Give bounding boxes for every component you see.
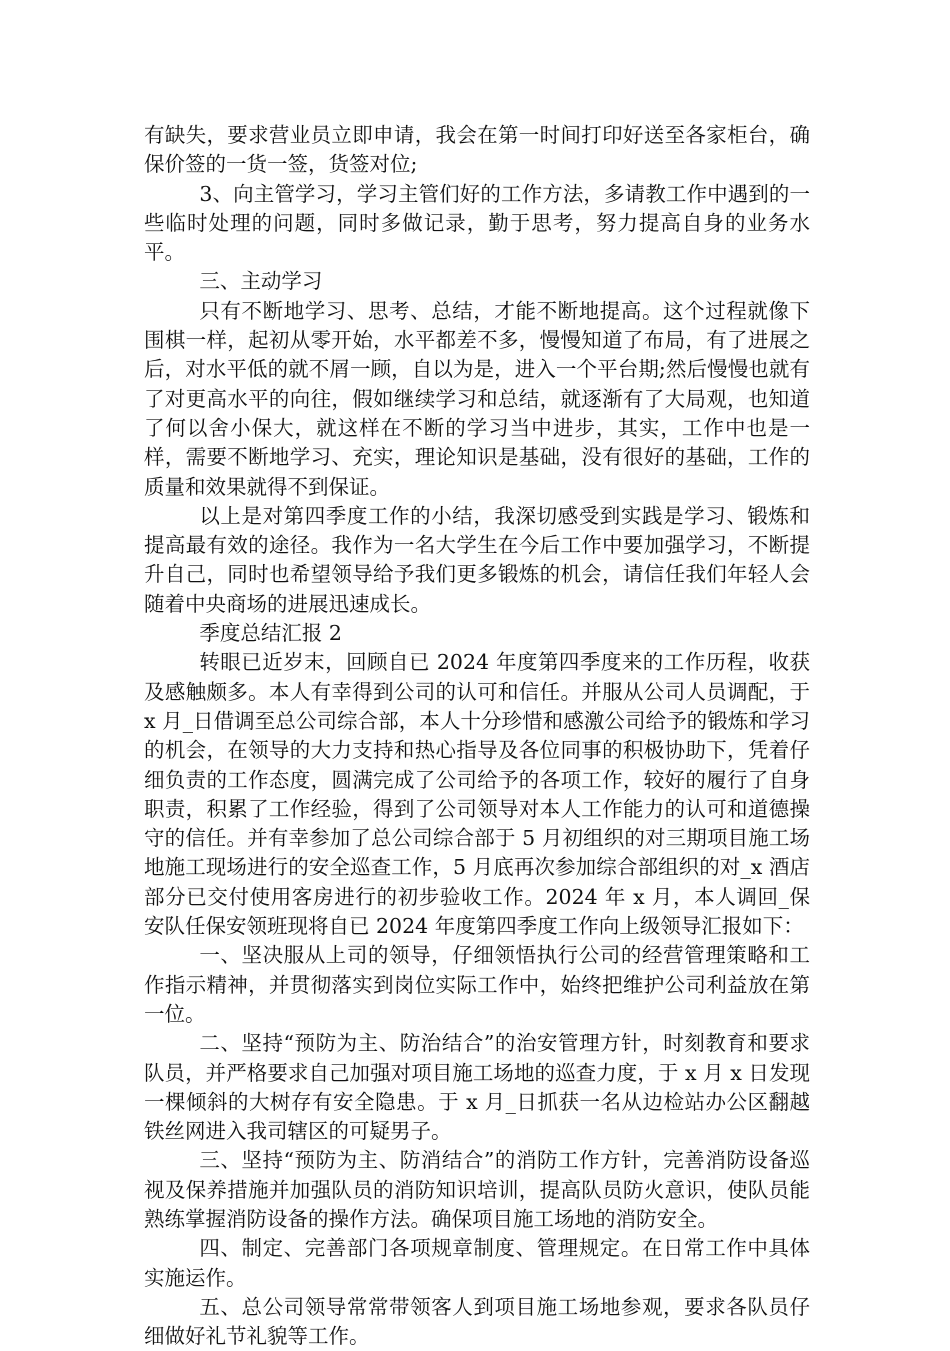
paragraph-point-4: 四、制定、完善部门各项规章制度、管理规定。在日常工作中具体实施运作。 bbox=[144, 1236, 810, 1290]
section-heading-report-2: 季度总结汇报 2 bbox=[199, 621, 342, 646]
document-body bbox=[144, 121, 810, 1351]
paragraph-point-5: 五、总公司领导常常带领客人到项目施工场地参观，要求各队员仔细做好礼节礼貌等工作。 bbox=[144, 1294, 810, 1349]
paragraph-point-3: 三、坚持“预防为主、防消结合”的消防工作方针，完善消防设备巡视及保养措施并加强队员的消防知识培训，提高队员防火意识，使队员能熟练掌握消防设备的操作方法。确保项目施工场地的消防安全。 bbox=[144, 1148, 810, 1231]
paragraph-continued: 有缺失，要求营业员立即申请，我会在第一时间打印好送至各家柜台，确保价签的一货一签，货签对位; bbox=[144, 123, 810, 177]
paragraph-item-3: 3、向主管学习，学习主管们好的工作方法，多请教工作中遇到的一些临时处理的问题，同时多做记录，勤于思考，努力提高自身的业务水平。 bbox=[144, 181, 810, 265]
paragraph-summary: 以上是对第四季度工作的小结，我深切感受到实践是学习、锻炼和提高最有效的途径。我作为一名大学生在今后工作中要加强学习，不断提升自己，同时也希望领导给予我们更多锻炼的机会，请信任我们年轻人会随着中央商场的进展迅速成长。 bbox=[144, 503, 810, 616]
paragraph-point-1: 一、坚决服从上司的领导，仔细领悟执行公司的经营管理策略和工作指示精神，并贯彻落实到岗位实际工作中，始终把维护公司利益放在第一位。 bbox=[144, 943, 810, 1026]
paragraph-point-2: 二、坚持“预防为主、防治结合”的治安管理方针，时刻教育和要求队员，并严格要求自己加强对项目施工场地的巡查力度，于 x 月 x 日发现一棵倾斜的大树存有安全隐患。于 x 月_日抓获一名从边检站办公区翻越铁丝网进入我司辖区的可疑男子。 bbox=[144, 1031, 810, 1144]
paragraph-learning: 只有不断地学习、思考、总结，才能不断地提高。这个过程就像下围棋一样，起初从零开始，水平都差不多，慢慢知道了布局，有了进展之后，对水平低的就不屑一顾，自以为是，进入一个平台期;然后慢慢也就有了对更高水平的向往，假如继续学习和总结，就逐渐有了大局观，也知道了何以舍小保大，就这样在不断的学习当中进步，其实，工作中也是一样，需要不断地学习、充实，理论知识是基础，没有很好的基础，工作的质量和效果就得不到保证。 bbox=[144, 298, 810, 499]
section-heading-active-learning: 三、主动学习 bbox=[199, 269, 323, 294]
paragraph-report-intro: 转眼已近岁末，回顾自已 2024 年度第四季度来的工作历程，收获及感触颇多。本人有幸得到公司的认可和信任。并服从公司人员调配，于 x 月_日借调至总公司综合部，本人十分珍惜和感激公司给予的锻炼和学习的机会，在领导的大力支持和热心指导及各位同事的积极协助下，凭着仔细负责的工作态度，圆满完成了公司给予的各项工作，较好的履行了自身职责，积累了工作经验，得到了公司领导对本人工作能力的认可和道德操守的信任。并有幸参加了总公司综合部于 5 月初组织的对三期项目施工场地施工现场进行的安全巡查工作，5 月底再次参加综合部组织的对_x 酒店部分已交付使用客房进行的初步验收工作。2024 年 x 月，本人调回_保安队任保安领班现将自已 2024 年度第四季度工作向上级领导汇报如下： bbox=[144, 650, 810, 939]
